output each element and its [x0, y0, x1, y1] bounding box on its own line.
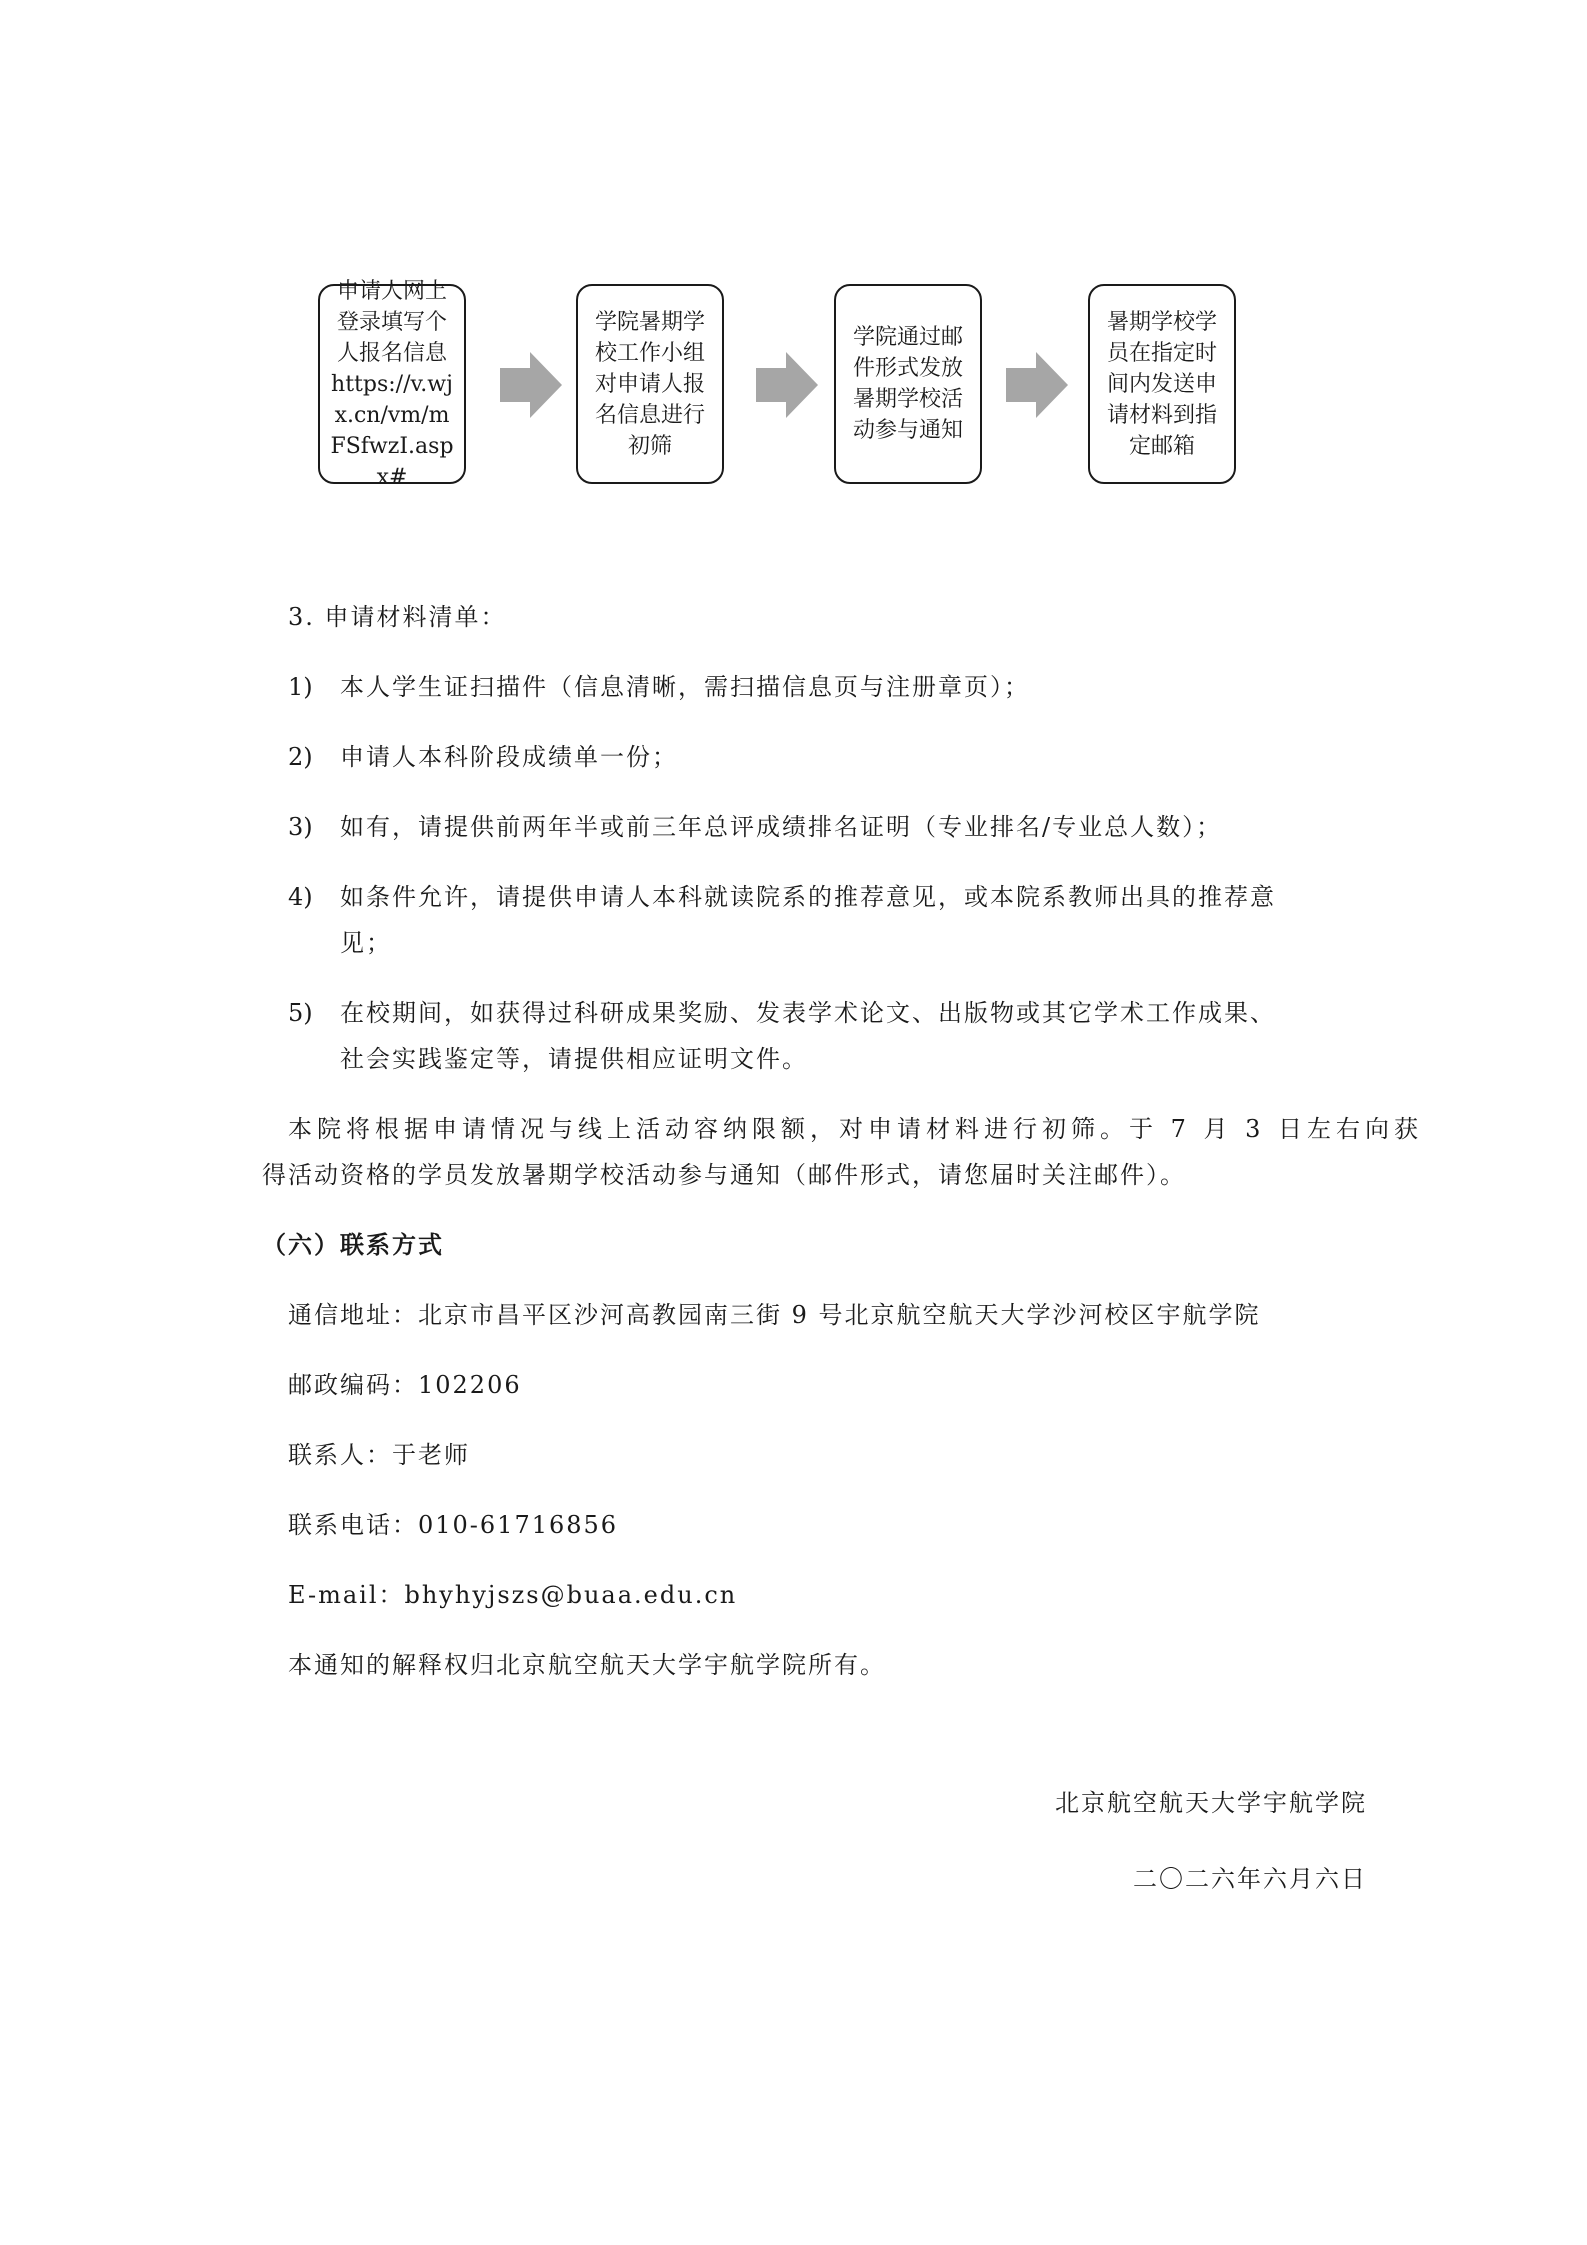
- list-item: [0, 810, 1587, 844]
- flow-step-3: 学院通过邮件形式发放暑期学校活动参与通知: [834, 284, 982, 484]
- item-text-continued: 社会实践鉴定等，请提供相应证明文件。: [340, 1045, 808, 1073]
- list-item: [0, 996, 1587, 1030]
- item-text: 申请人本科阶段成绩单一份；: [340, 743, 678, 771]
- flow-step-1: 申请人网上登录填写个人报名信息https://v.wjx.cn/vm/mFSfwzI.aspx#: [318, 284, 466, 484]
- item-number: 2): [288, 743, 313, 771]
- contact-phone: 联系电话：010-61716856: [288, 1511, 619, 1539]
- contact-person: 联系人：于老师: [288, 1441, 470, 1469]
- contact-postcode: 邮政编码：102206: [288, 1371, 522, 1399]
- item-text: 在校期间，如获得过科研成果奖励、发表学术论文、出版物或其它学术工作成果、: [340, 999, 1276, 1027]
- flow-arrow-icon: [756, 352, 818, 418]
- flow-step-4: 暑期学校学员在指定时间内发送申请材料到指定邮箱: [1088, 284, 1236, 484]
- signature-date: 二〇二六年六月六日: [1133, 1865, 1367, 1893]
- materials-title: 3. 申请材料清单：: [288, 603, 507, 631]
- signature-org: 北京航空航天大学宇航学院: [1055, 1789, 1367, 1817]
- item-text-continued: 见；: [340, 929, 392, 957]
- item-number: 3): [288, 813, 313, 841]
- note-paragraph-line-2: 得活动资格的学员发放暑期学校活动参与通知（邮件形式，请您届时关注邮件）。: [262, 1161, 1186, 1189]
- item-text: 本人学生证扫描件（信息清晰，需扫描信息页与注册章页）；: [340, 673, 1030, 701]
- application-flowchart: [318, 278, 1238, 490]
- item-number: 1): [288, 673, 313, 701]
- list-item: [0, 670, 1587, 704]
- item-text: 如条件允许，请提供申请人本科就读院系的推荐意见，或本院系教师出具的推荐意: [340, 883, 1276, 911]
- note-paragraph-line-1: 本院将根据申请情况与线上活动容纳限额，对申请材料进行初筛。于 7 月 3 日左右向获: [288, 1115, 1424, 1143]
- item-text: 如有，请提供前两年半或前三年总评成绩排名证明（专业排名/专业总人数）；: [340, 813, 1223, 841]
- flow-step-2: 学院暑期学校工作小组对申请人报名信息进行初筛: [576, 284, 724, 484]
- list-item: [0, 880, 1587, 914]
- item-number: 5): [288, 999, 313, 1027]
- contact-email: E-mail：bhyhyjszs@buaa.edu.cn: [288, 1581, 738, 1609]
- contact-heading: （六）联系方式: [262, 1231, 444, 1259]
- list-item: [0, 740, 1587, 774]
- flow-arrow-icon: [500, 352, 562, 418]
- item-number: 4): [288, 883, 313, 911]
- flow-arrow-icon: [1006, 352, 1068, 418]
- rights-statement: 本通知的解释权归北京航空航天大学宇航学院所有。: [288, 1651, 886, 1679]
- contact-address: 通信地址：北京市昌平区沙河高教园南三街 9 号北京航空航天大学沙河校区宇航学院: [288, 1301, 1261, 1329]
